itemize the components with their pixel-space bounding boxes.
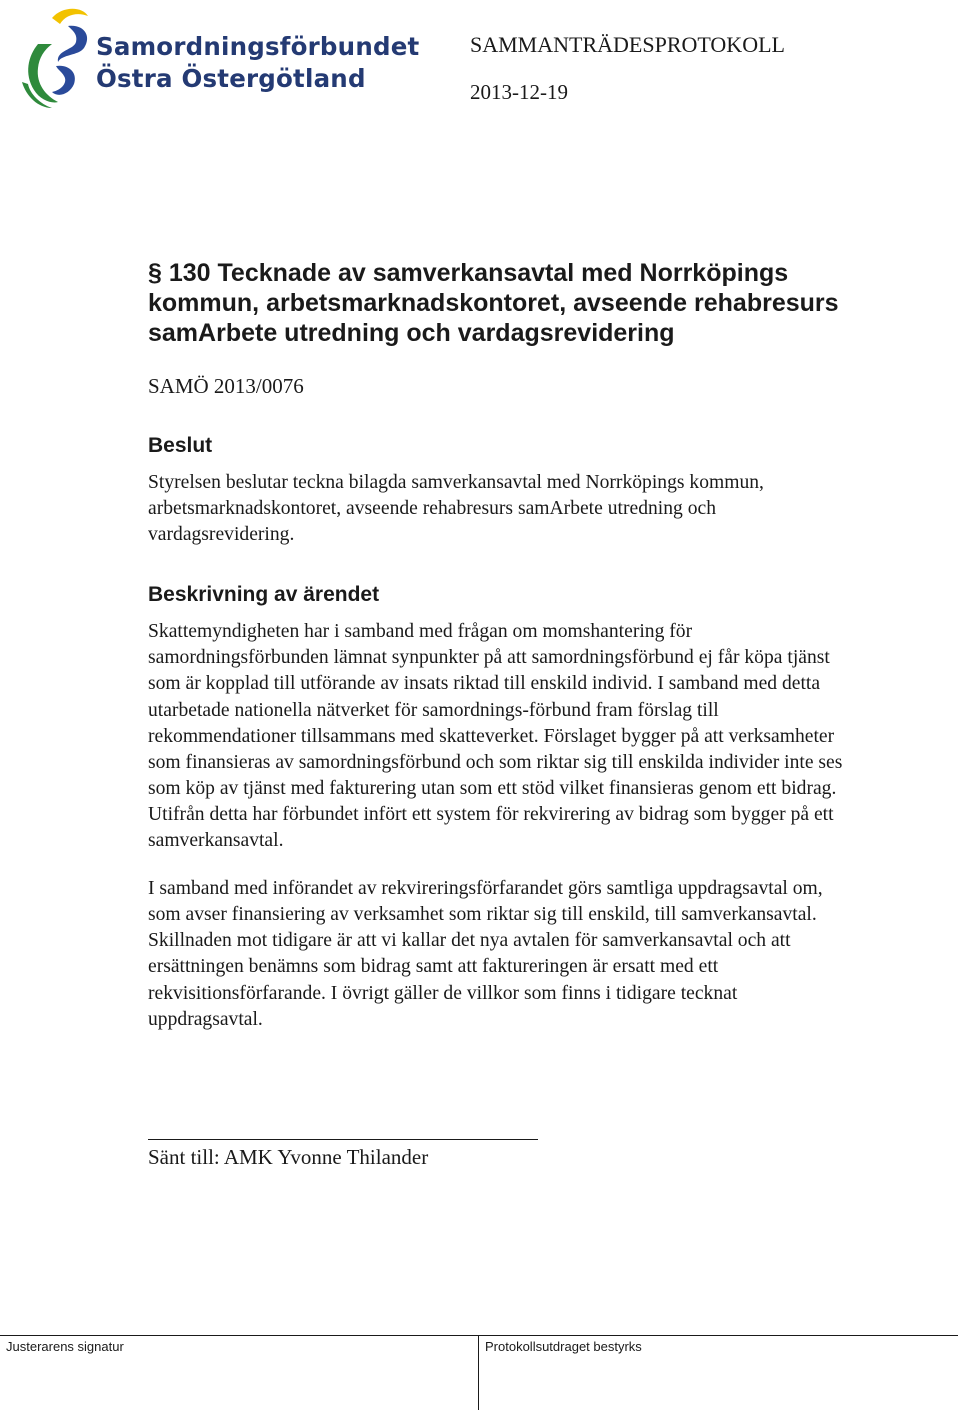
logo-text-line2: Östra Östergötland	[96, 64, 366, 93]
protocol-section	[148, 258, 848, 1033]
description-paragraph: Skattemyndigheten har i samband med frågan om momshantering för samordningsförbunden lämnat synpunkter på att samordningsförbund ej får köpa tjänst som är kopplad till utförande av insats riktad till enskild individ. I samband med detta utarbetade nationella nätverket för samordnings-förbund fram förslag till rekommendationer tillsammans med skatteverket. Förslaget bygger på att verksamheter som finansieras av samordningsförbund och som riktar sig till enskilda individer inte ses som köp av tjänst med fakturering utan som ett stöd vilket finansieras genom ett bidrag. Utifrån detta har förbundet infört ett system för rekvirering av bidrag som bygger på ett samverkansavtal.	[148, 621, 843, 852]
document-date: 2013-12-19	[470, 80, 568, 104]
logo-text-line1: Samordningsförbundet	[96, 32, 420, 61]
sent-to: Sänt till: AMK Yvonne Thilander	[148, 1145, 429, 1169]
description-paragraph: I samband med införandet av rekvireringsförfarandet görs samtliga uppdragsavtal om, som avser finansiering av verksamhet som riktar sig till enskild, till samverkansavtal. Skillnaden mot tidigare är att vi kallar det nya avtalen för samverkansavtal och att ersättningen benämns som bidrag samt att faktureringen är ersatt med ett rekvisitionsförfarande. I övrigt gäller de villkor som finns i tidigare tecknat uppdragsavtal.	[148, 878, 823, 1030]
adjuster-signature-label: Justerarens signatur	[6, 1339, 124, 1354]
footer-rule	[0, 1335, 958, 1336]
section-title	[148, 258, 848, 348]
section-title-text: 130 Tecknade av samverkansavtal med Norrköpings kommun, arbetsmarknadskontoret, avseende rehabresurs samArbete utredning och vardagsrevidering	[148, 259, 839, 347]
document-type: SAMMANTRÄDESPROTOKOLL	[470, 32, 785, 57]
footer-divider	[478, 1335, 479, 1410]
decision-text: Styrelsen beslutar teckna bilagda samverkansavtal med Norrköpings kommun, arbetsmarknadskontoret, avseende rehabresurs samArbete utredning och vardagsrevidering.	[148, 472, 764, 546]
description-heading: Beskrivning av ärendet	[148, 583, 380, 607]
organization-logo-icon	[18, 4, 98, 110]
paragraph-sign: §	[148, 259, 162, 287]
distribution-rule	[148, 1139, 538, 1140]
organization-logo	[18, 4, 420, 110]
decision-heading: Beslut	[148, 434, 213, 457]
extract-certified-label: Protokollsutdraget bestyrks	[485, 1339, 642, 1354]
case-number: SAMÖ 2013/0076	[148, 374, 304, 398]
